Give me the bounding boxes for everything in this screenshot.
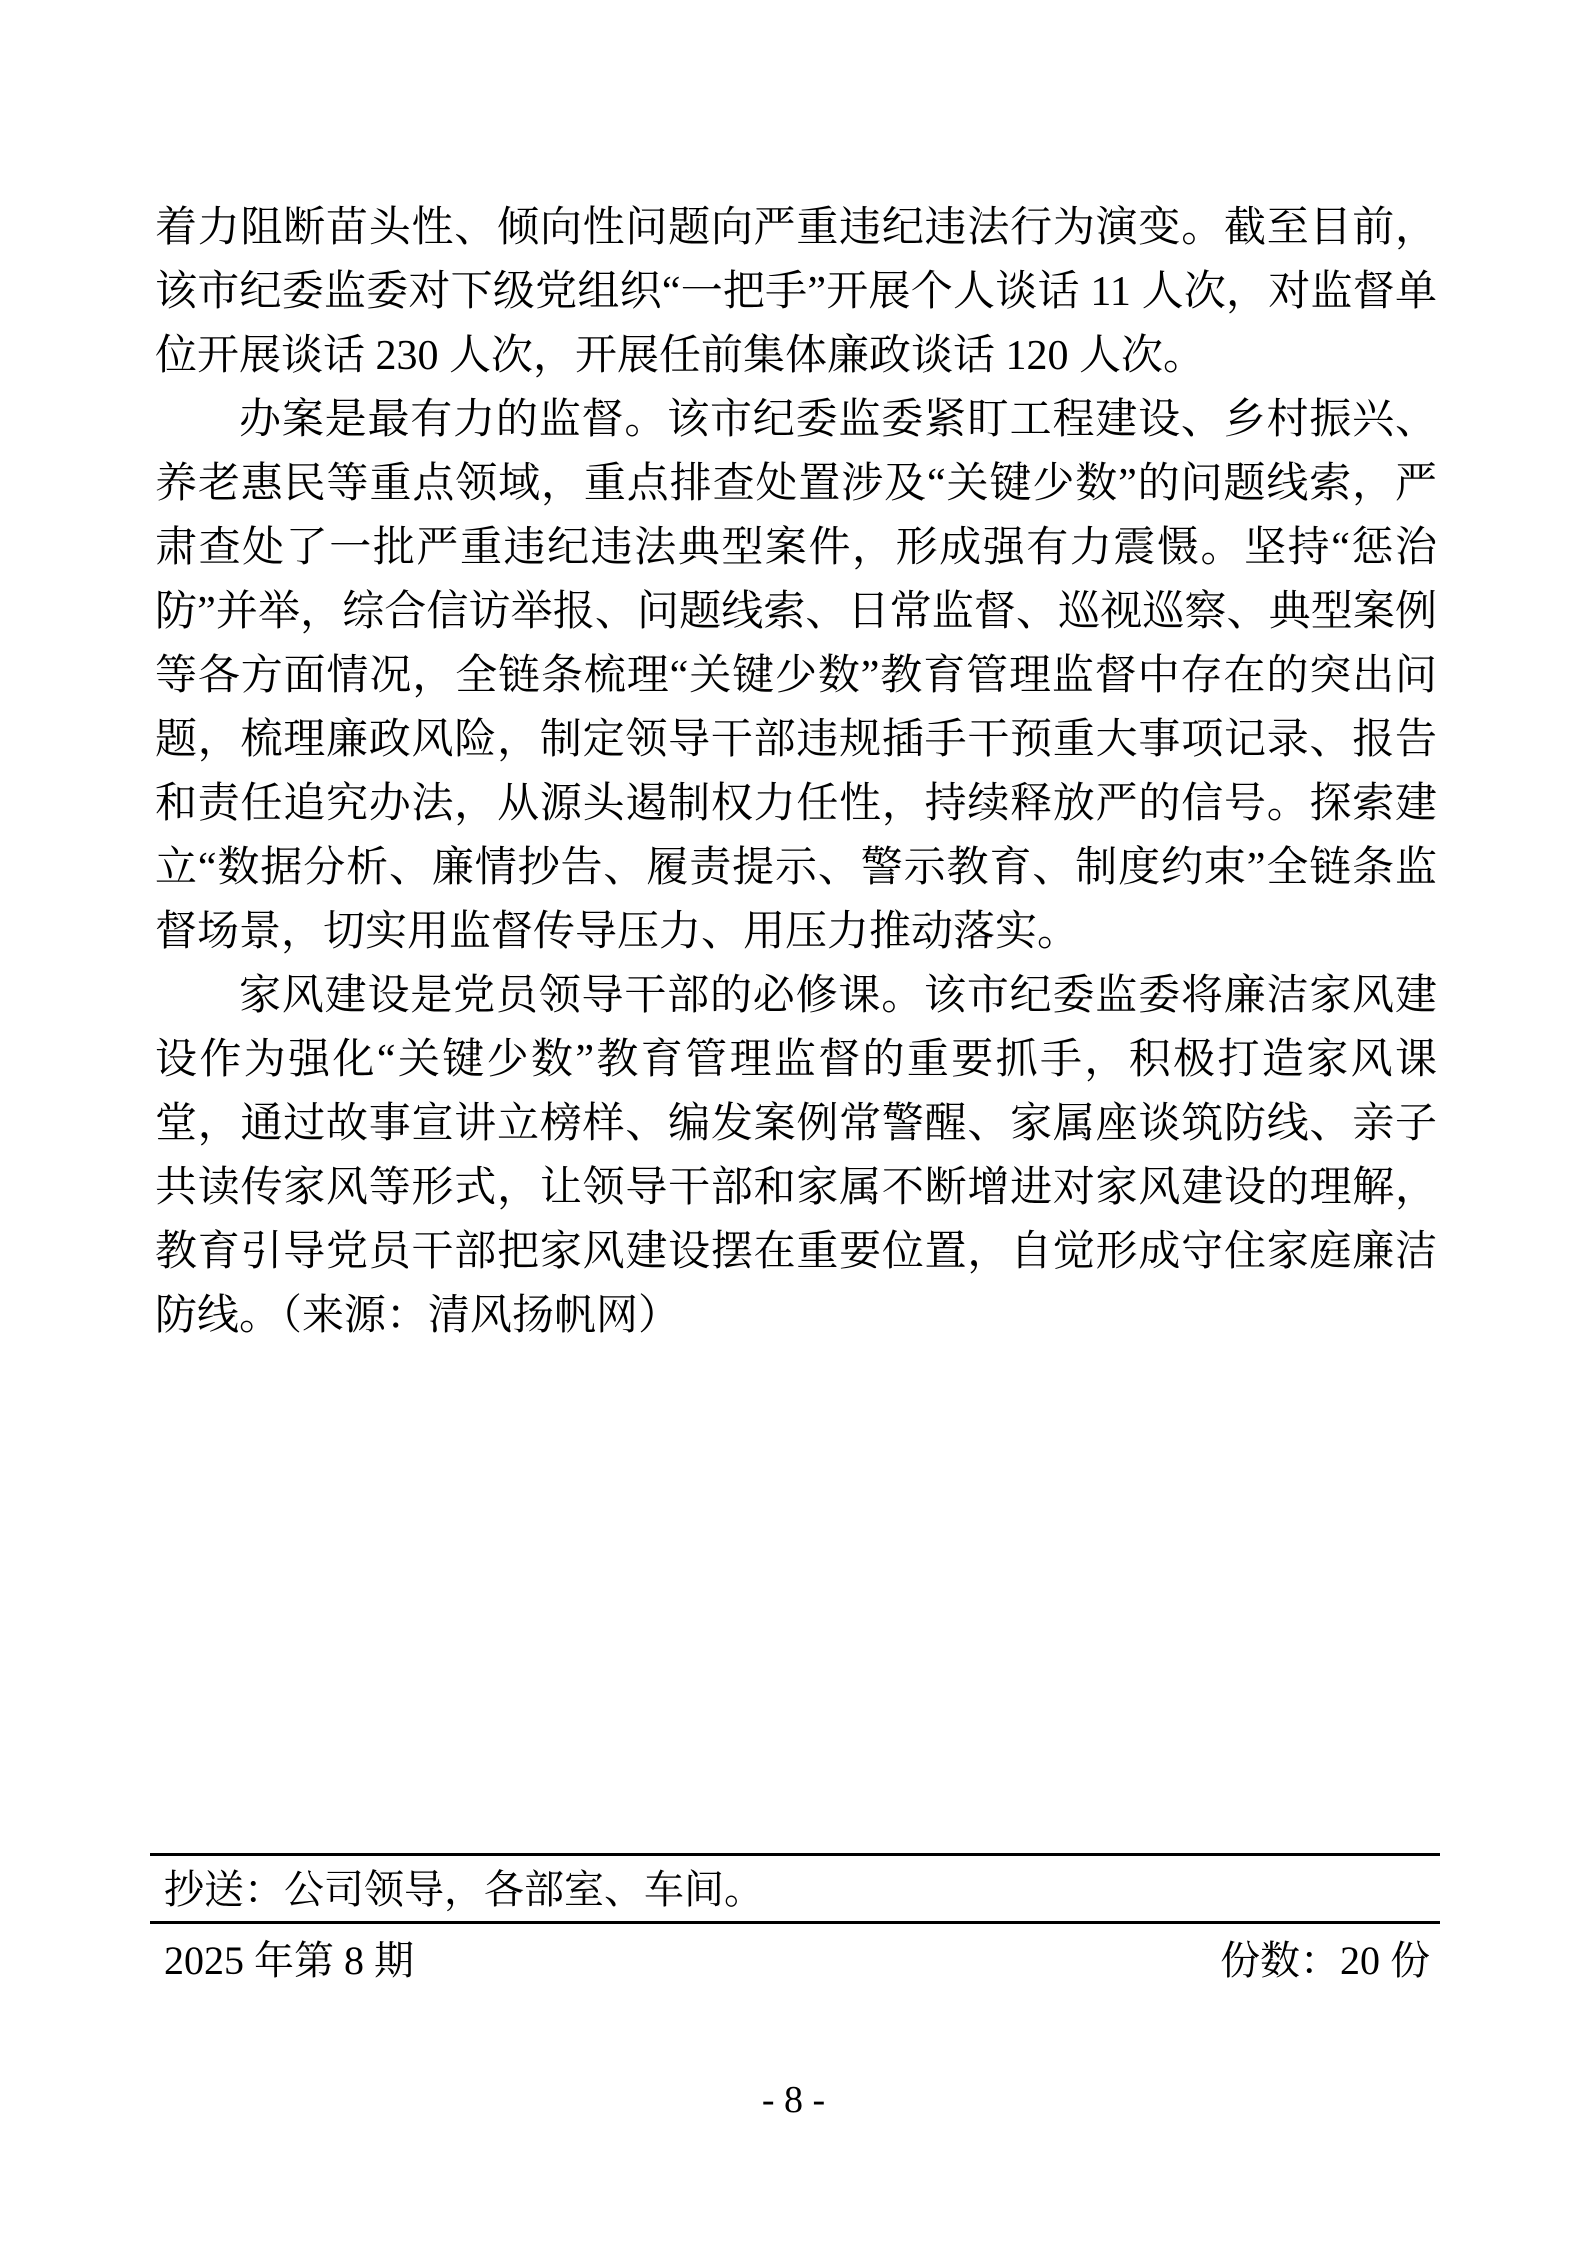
document-body — [155, 196, 1437, 1348]
copy-to-line: 抄送：公司领导，各部室、车间。 — [164, 1867, 764, 1912]
issue-row — [150, 1924, 1440, 1992]
document-footer — [150, 1853, 1440, 1992]
paragraph-family-tradition: 家风建设是党员领导干部的必修课。该市纪委监委将廉洁家风建设作为强化“关键少数”教育管理监督的重要抓手，积极打造家风课堂，通过故事宣讲立榜样、编发案例常警醒、家属座谈筑防线、亲子共读传家风等形式，让领导干部和家属不断增进对家风建设的理解，教育引导党员干部把家风建设摆在重要位置，自觉形成守住家庭廉洁防线。（来源：清风扬帆网） — [155, 973, 1437, 1339]
issue-label: 2025 年第 8 期 — [164, 1938, 414, 1983]
page-number: - 8 - — [761, 2079, 826, 2121]
paragraph-case-handling: 办案是最有力的监督。该市纪委监委紧盯工程建设、乡村振兴、养老惠民等重点领域，重点排查处置涉及“关键少数”的问题线索，严肃查处了一批严重违纪违法典型案件，形成强有力震慑。坚持“惩治防”并举，综合信访举报、问题线索、日常监督、巡视巡察、典型案例等各方面情况，全链条梳理“关键少数”教育管理监督中存在的突出问题，梳理廉政风险，制定领导干部违规插手干预重大事项记录、报告和责任追究办法，从源头遏制权力任性，持续释放严的信号。探索建立“数据分析、廉情抄告、履责提示、警示教育、制度约束”全链条监督场景，切实用监督传导压力、用压力推动落实。 — [155, 397, 1437, 955]
paragraph-continuation: 着力阻断苗头性、倾向性问题向严重违纪违法行为演变。截至目前，该市纪委监委对下级党组织“一把手”开展个人谈话 11 人次，对监督单位开展谈话 230 人次，开展任前集体廉政谈话 120 人次。 — [155, 205, 1437, 379]
copies-label: 份数：20 份 — [1220, 1938, 1430, 1983]
